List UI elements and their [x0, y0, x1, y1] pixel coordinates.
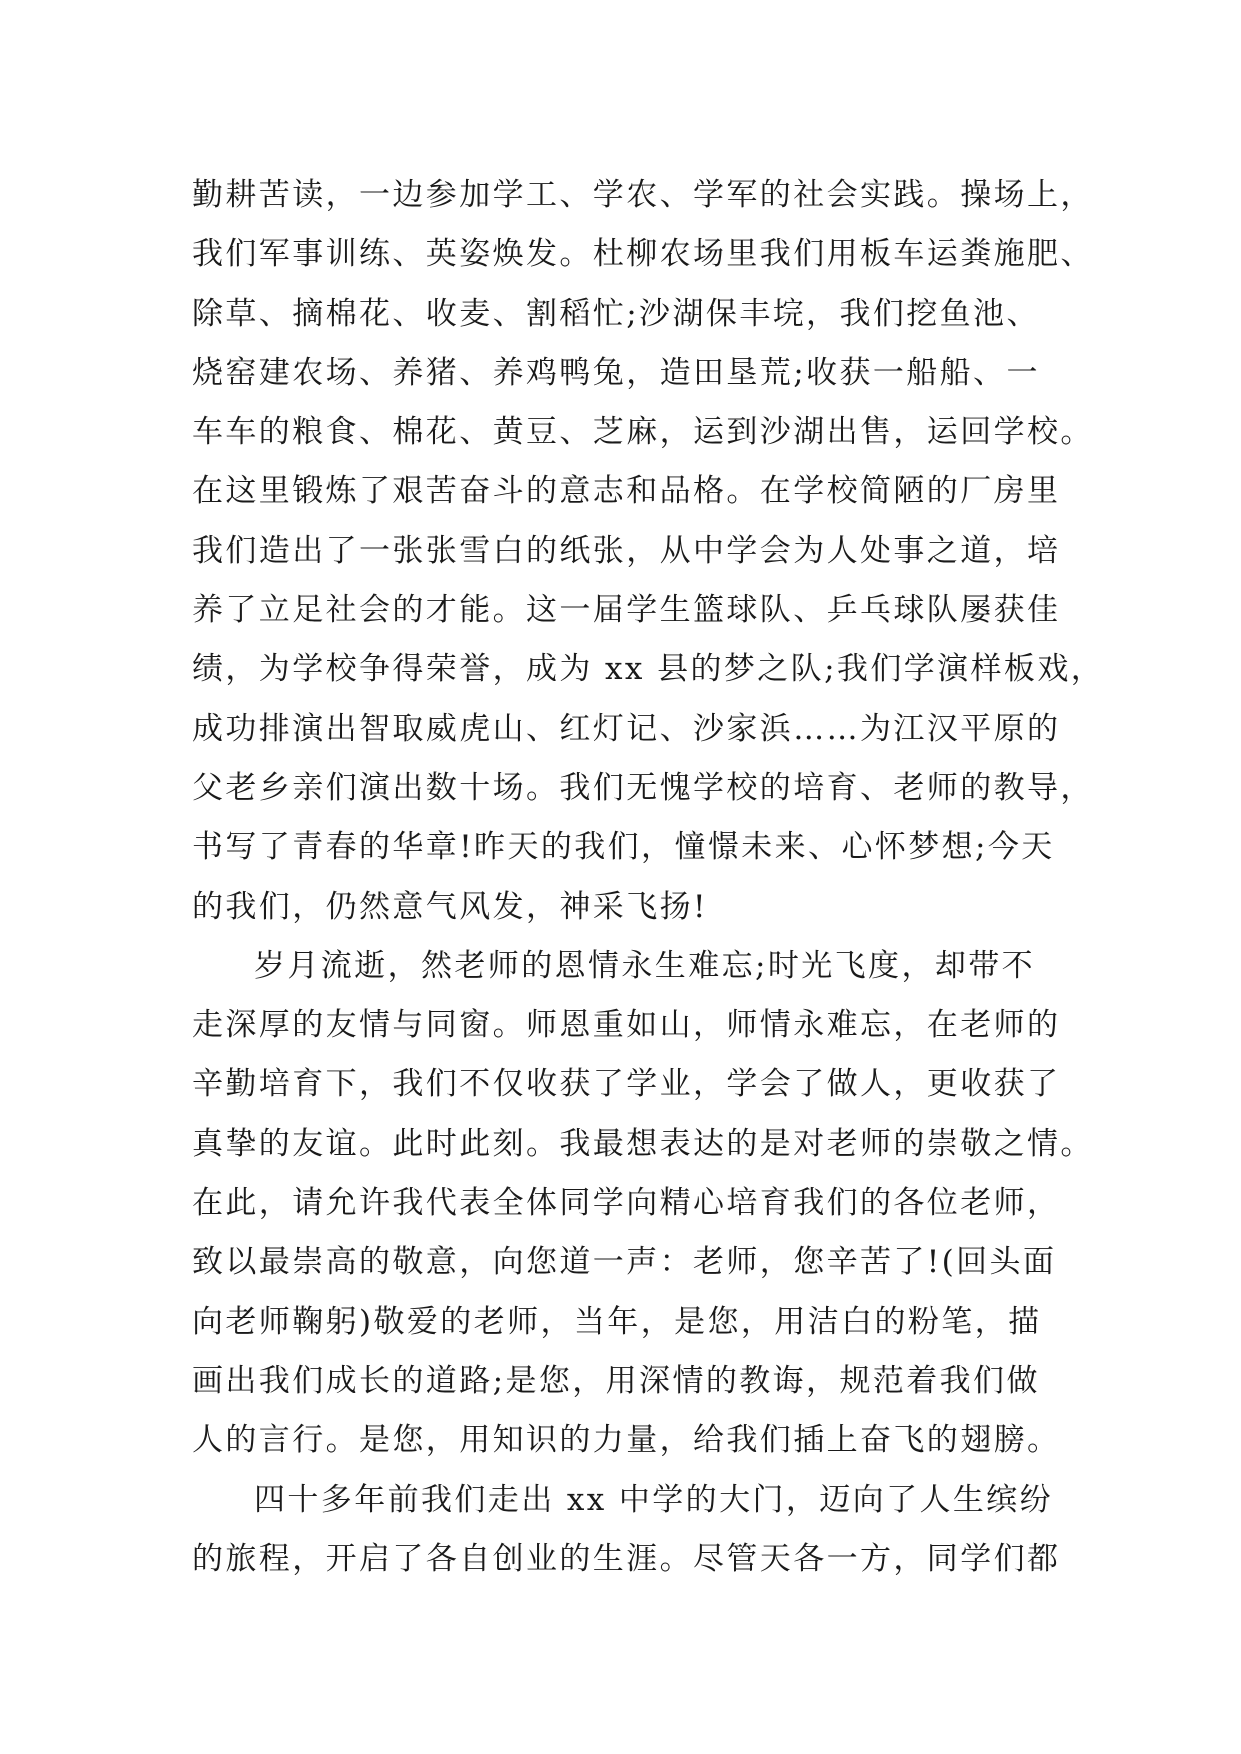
text-line: 成功排演出智取威虎山、红灯记、沙家浜……为江汉平原的 — [192, 710, 1061, 747]
text-line: 养了立足社会的才能。这一届学生篮球队、乒乓球队屡获佳 — [192, 592, 1061, 629]
text-line: 书写了青春的华章!昨天的我们，憧憬未来、心怀梦想;今天 — [192, 829, 1055, 866]
text-line: 我们军事训练、英姿焕发。杜柳农场里我们用板车运粪施肥、 — [192, 236, 1094, 273]
text-line: 走深厚的友情与同窗。师恩重如山，师情永难忘，在老师的 — [192, 1007, 1061, 1044]
text-line: 画出我们成长的道路;是您，用深情的教诲，规范着我们做 — [192, 1362, 1040, 1399]
paragraph-start-line: 四十多年前我们走出 xx 中学的大门，迈向了人生缤纷 — [254, 1481, 1054, 1518]
text-line: 真挚的友谊。此时此刻。我最想表达的是对老师的崇敬之情。 — [192, 1125, 1094, 1162]
text-line: 的旅程，开启了各自创业的生涯。尽管天各一方，同学们都 — [192, 1540, 1061, 1577]
text-line: 父老乡亲们演出数十场。我们无愧学校的培育、老师的教导， — [192, 769, 1094, 806]
text-line: 人的言行。是您，用知识的力量，给我们插上奋飞的翅膀。 — [192, 1422, 1061, 1459]
document-body — [192, 166, 1105, 1589]
text-line: 勤耕苦读，一边参加学工、学农、学军的社会实践。操场上， — [192, 177, 1094, 213]
paragraph-start-line: 岁月流逝，然老师的恩情永生难忘;时光飞度，却带不 — [254, 947, 1036, 984]
text-line: 致以最崇高的敬意，向您道一声：老师，您辛苦了!(回头面 — [192, 1244, 1057, 1281]
text-line: 在此，请允许我代表全体同学向精心培育我们的各位老师， — [192, 1185, 1061, 1222]
text-line: 我们造出了一张张雪白的纸张，从中学会为人处事之道，培 — [192, 532, 1061, 569]
text-line: 绩，为学校争得荣誉，成为 xx 县的梦之队;我们学演样板戏， — [192, 651, 1105, 688]
text-line: 向老师鞠躬)敬爱的老师，当年，是您，用洁白的粉笔，描 — [192, 1303, 1042, 1340]
text-line: 烧窑建农场、养猪、养鸡鸭兔，造田垦荒;收获一船船、一 — [192, 354, 1040, 391]
text-line: 在这里锻炼了艰苦奋斗的意志和品格。在学校简陋的厂房里 — [192, 473, 1061, 510]
text-line: 辛勤培育下，我们不仅收获了学业，学会了做人，更收获了 — [192, 1066, 1061, 1103]
text-line: 的我们，仍然意气风发，神采飞扬! — [192, 888, 708, 925]
text-line: 除草、摘棉花、收麦、割稻忙;沙湖保丰垸，我们挖鱼池、 — [192, 295, 1040, 332]
text-line: 车车的粮食、棉花、黄豆、芝麻，运到沙湖出售，运回学校。 — [192, 414, 1094, 451]
